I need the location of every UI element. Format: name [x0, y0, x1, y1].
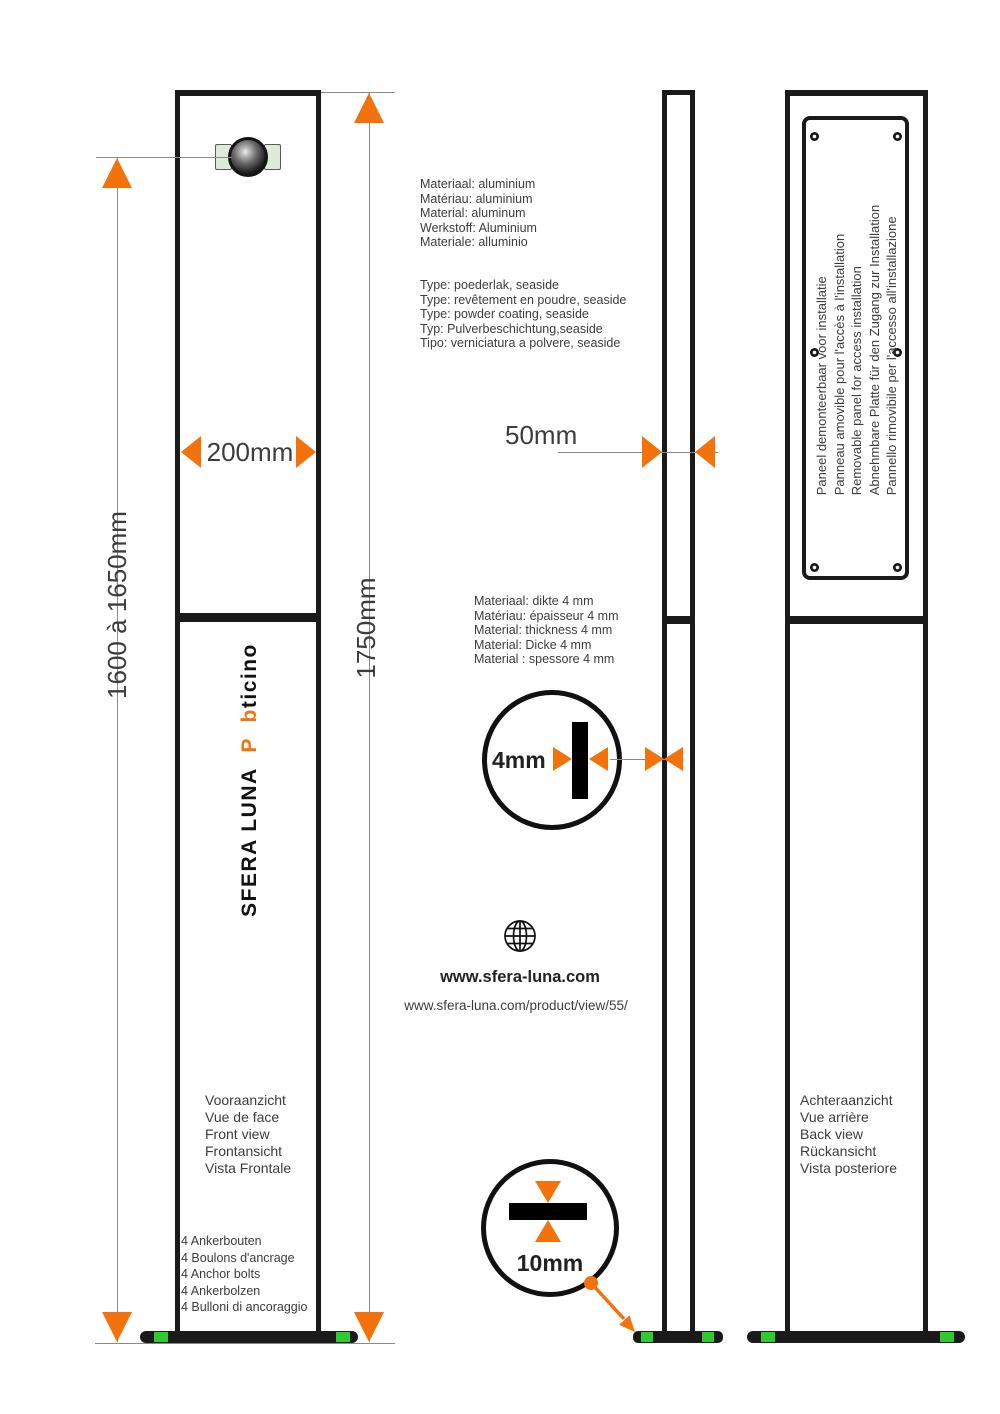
detail-leader-arrow-icon [578, 1270, 648, 1340]
text-line: Front view [205, 1126, 270, 1142]
text-line: Materiaal: dikte 4 mm [474, 594, 594, 608]
anchor-bolt [761, 1332, 775, 1342]
wall-section-bar [572, 722, 588, 799]
text-line: 4 Boulons d'ancrage [181, 1250, 295, 1265]
back-view-divider [785, 616, 928, 624]
front-view-label-block [205, 1092, 291, 1177]
side-view-bar [662, 90, 695, 1333]
text-line: Type: revêtement en poudre, seaside [420, 292, 627, 307]
text-line: 4 Ankerbouten [181, 1234, 262, 1248]
text-line: Rückansicht [800, 1143, 877, 1159]
base-section-bar [509, 1203, 587, 1220]
camera-lens-icon [228, 137, 268, 177]
website-main: www.sfera-luna.com [440, 968, 600, 986]
wall-thickness-value: 4mm [492, 747, 546, 773]
text-line: Material: Dicke 4 mm [474, 637, 592, 652]
back-view-label-block [800, 1092, 897, 1177]
text-line: Paneel demonteerbaar voor installatie [814, 276, 830, 496]
dim-line-install-height [117, 158, 118, 1342]
text-line: Type: poederlak, seaside [420, 278, 559, 292]
dim-line-total-height [369, 92, 370, 1342]
dim-line-depth [558, 452, 718, 453]
globe-icon [503, 919, 537, 953]
logo-bticino-text: bticino [238, 643, 261, 723]
front-base-plate [140, 1331, 358, 1343]
text-line: Vue de face [205, 1109, 280, 1125]
text-line: Pannello rimovibile per l'accesso all'installazione [884, 216, 900, 496]
dim-arrow-right-icon [645, 747, 664, 771]
text-line: Type: powder coating, seaside [420, 307, 589, 322]
anchor-bolt [940, 1332, 954, 1342]
text-line: Vista posteriore [800, 1160, 898, 1176]
text-line: Abnehmbare Platte für den Zugang zur Installation [866, 204, 882, 496]
text-line: Materiaal: aluminium [420, 177, 536, 191]
text-line: Panneau amovible pour l'accès à l'installation [831, 233, 847, 496]
removable-panel-note [812, 140, 902, 560]
dim-arrow-up-icon [102, 158, 132, 188]
text-line: Back view [800, 1126, 864, 1142]
back-base-plate [747, 1331, 965, 1343]
dim-arrow-left-icon [695, 436, 715, 468]
text-line: Vue arrière [800, 1109, 869, 1125]
dim-arrow-right-icon [553, 747, 572, 771]
text-line: 4 Ankerbolzen [181, 1283, 261, 1298]
ground-line [95, 1343, 395, 1344]
sfera-luna-logo [237, 643, 263, 917]
side-view-divider [662, 616, 695, 624]
text-line: Matériau: aluminium [420, 191, 533, 206]
anchor-bolt [702, 1332, 714, 1342]
text-line: Frontansicht [205, 1143, 283, 1159]
website-product-url: www.sfera-luna.com/product/view/55/ [404, 998, 628, 1013]
text-line: Werkstoff: Aluminium [420, 220, 537, 235]
dim-arrow-left-icon [664, 747, 683, 771]
text-line: Removable panel for access installation [849, 266, 865, 496]
text-line: Material: thickness 4 mm [474, 623, 613, 638]
front-view-divider [175, 613, 321, 622]
base-thickness-value: 10mm [516, 1250, 584, 1276]
text-line: 4 Bulloni di ancoraggio [181, 1300, 308, 1314]
text-line: Material: aluminum [420, 206, 526, 221]
install-height-value: 1600 à 1650mm [101, 511, 132, 699]
dim-arrow-left-icon [589, 747, 608, 771]
text-line: Achteraanzicht [800, 1092, 893, 1108]
logo-brand-text: SFERA LUNA [238, 767, 261, 917]
anchor-bolts-block [181, 1233, 307, 1316]
text-line: Typ: Pulverbeschichtung,seaside [420, 321, 603, 336]
coating-type-block [420, 278, 626, 351]
text-line: Materiale: alluminio [420, 235, 528, 250]
thickness-block [474, 594, 619, 667]
dim-arrow-right-icon [642, 436, 662, 468]
logo-p-text: P [238, 737, 261, 753]
text-line: Matériau: épaisseur 4 mm [474, 608, 619, 623]
text-line: 4 Anchor bolts [181, 1267, 261, 1281]
front-width-value: 200mm [206, 437, 294, 467]
anchor-bolt [336, 1332, 350, 1342]
material-block [420, 177, 537, 250]
total-height-value: 1750mm [350, 577, 381, 679]
dim-arrow-up-icon [535, 1220, 561, 1242]
dim-arrow-down-icon [354, 1312, 384, 1342]
text-line: Tipo: verniciatura a polvere, seaside [420, 336, 621, 351]
anchor-bolt [154, 1332, 168, 1342]
dim-arrow-up-icon [354, 93, 384, 123]
screw-icon [810, 563, 819, 572]
side-depth-value: 50mm [505, 420, 578, 450]
screw-icon [893, 563, 902, 572]
text-line: Vooraanzicht [205, 1092, 286, 1108]
dim-arrow-down-icon [102, 1312, 132, 1342]
text-line: Vista Frontale [205, 1160, 292, 1176]
text-line: Material : spessore 4 mm [474, 652, 615, 667]
dim-arrow-down-icon [535, 1181, 561, 1203]
